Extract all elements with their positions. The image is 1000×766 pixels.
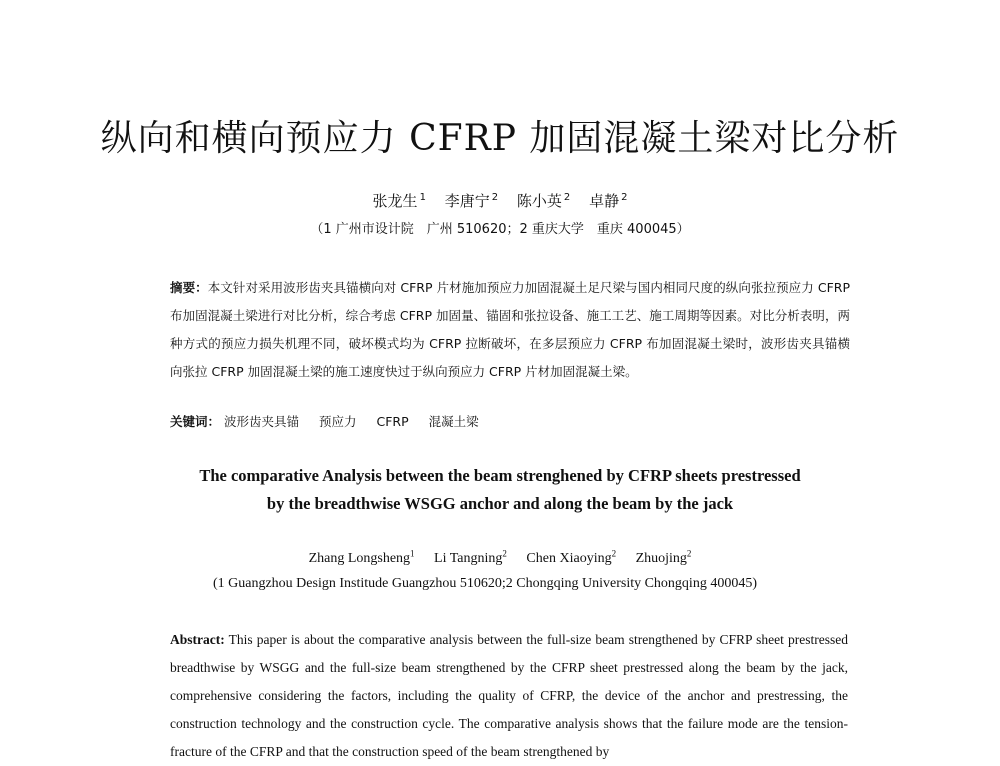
keyword: CFRP — [376, 414, 409, 429]
chinese-keywords — [170, 412, 850, 430]
english-abstract — [170, 626, 848, 766]
english-title — [150, 462, 850, 518]
abstract-cn-label: 摘要： — [170, 280, 208, 295]
english-affiliation: (1 Guangzhou Design Institude Guangzhou 510620;2 Chongqing University Chongqing 400045) — [212, 576, 757, 591]
english-title-line-2: by the breadthwise WSGG anchor and along the beam by the jack — [266, 494, 734, 513]
chinese-authors — [0, 190, 1000, 211]
author-cn: 张龙生 $^1$ — [372, 192, 426, 210]
english-title-line-1: The comparative Analysis between the beam strenghened by CFRP sheets prestressed — [199, 466, 801, 485]
chinese-affiliation: （1 广州市设计院 广州 510620；2 重庆大学 重庆 400045） — [310, 222, 690, 237]
keyword: 混凝土梁 — [428, 414, 479, 429]
author-cn: 陈小英 $^2$ — [516, 192, 571, 210]
keyword: 预应力 — [319, 414, 357, 429]
keywords-cn-label: 关键词： — [170, 414, 221, 429]
chinese-abstract — [170, 274, 850, 386]
abstract-cn-text: 本文针对采用波形齿夹具锚横向对 CFRP 片材施加预应力加固混凝土足尺梁与国内相同尺度的纵向张拉预应力 CFRP 布加固混凝土梁进行对比分析，综合考虑 CFRP 加固量、锚固和张拉设备、施工工艺、施工周期等因素。对比分析表明，两种方式的预应力损失机理不同，破坏模式均为 CFRP 拉断破坏，在多层预应力 CFRP 布加固混凝土梁时，波形齿夹具锚横向张拉 CFRP 加固混凝土梁的施工速度快过于纵向预应力 CFRP 片材加固混凝土梁。 — [170, 280, 850, 379]
author-en: Li Tangning$^2$ — [434, 548, 507, 566]
abstract-en-text: This paper is about the comparative analysis between the full-size beam strengthened by CFRP sheet prestressed breadthwise by WSGG and the full-size beam strengthened by the CFRP sheet prestressed along the beam by the jack, comprehensive considering the factors, including the quality of CFRP, the device of the anchor and prestressing, the construction technology and the construction cycle. The comparative analysis shows that the failure mode are the tension-fracture of the CFRP and that the construction speed of the beam strengthened by — [170, 632, 848, 759]
chinese-title: 纵向和横向预应力 CFRP 加固混凝土梁对比分析 — [100, 118, 900, 159]
abstract-en-label: Abstract: — [170, 632, 225, 647]
author-en: Zhang Longsheng$^1$ — [308, 548, 415, 566]
author-cn: 卓静 $^2$ — [589, 192, 628, 210]
keyword: 波形齿夹具锚 — [224, 414, 300, 429]
author-en: Zhuojing$^2$ — [635, 548, 692, 566]
author-en: Chen Xiaoying$^2$ — [526, 548, 617, 566]
author-cn: 李唐宁 $^2$ — [444, 192, 499, 210]
english-authors — [0, 548, 1000, 567]
